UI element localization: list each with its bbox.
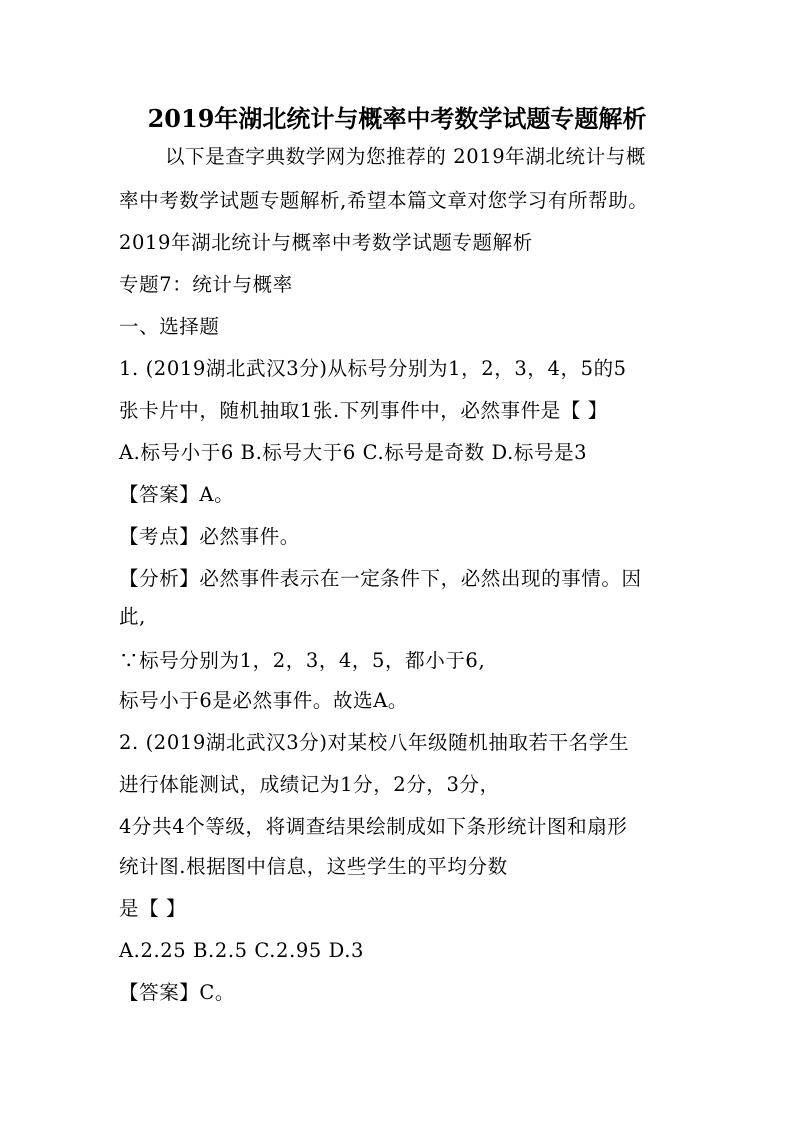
intro-line-2: 率中考数学试题专题解析,希望本篇文章对您学习有所帮助。 <box>119 189 649 212</box>
question-2-line-3: 4分共4个等级，将调查结果绘制成如下条形统计图和扇形 <box>119 815 628 838</box>
question-2-line-2: 进行体能测试，成绩记为1分，2分，3分， <box>119 773 500 796</box>
question-1-analysis-line-4: 标号小于6是必然事件。故选A。 <box>119 689 408 712</box>
question-1-analysis-line-1: 【分析】必然事件表示在一定条件下，必然出现的事情。因 <box>119 567 642 590</box>
question-1-analysis-line-3: ∵标号分别为1，2，3，4，5，都小于6, <box>119 649 486 672</box>
question-2-answer: 【答案】C。 <box>119 981 236 1004</box>
question-1-line-1: 1. (2019湖北武汉3分)从标号分别为1，2，3，4，5的5 <box>119 357 627 380</box>
question-2-line-5: 是【 】 <box>119 897 187 920</box>
question-1-line-2: 张卡片中，随机抽取1张.下列事件中，必然事件是【 】 <box>119 399 608 422</box>
question-2-options: A.2.25 B.2.5 C.2.95 D.3 <box>119 939 365 962</box>
intro-line-1: 以下是查字典数学网为您推荐的 2019年湖北统计与概 <box>165 145 646 168</box>
subtitle-line: 2019年湖北统计与概率中考数学试题专题解析 <box>119 231 533 254</box>
topic-heading: 专题7：统计与概率 <box>119 273 293 296</box>
question-1-analysis-line-2: 此, <box>119 605 146 628</box>
question-1-options: A.标号小于6 B.标号大于6 C.标号是奇数 D.标号是3 <box>119 441 588 464</box>
section-heading: 一、选择题 <box>119 315 220 338</box>
document-title: 2019年湖北统计与概率中考数学试题专题解析 <box>147 104 647 133</box>
question-1-topic: 【考点】必然事件。 <box>119 525 300 548</box>
question-2-line-4: 统计图.根据图中信息，这些学生的平均分数 <box>119 855 508 878</box>
question-1-answer: 【答案】A。 <box>119 483 235 506</box>
question-2-line-1: 2. (2019湖北武汉3分)对某校八年级随机抽取若干名学生 <box>119 731 630 754</box>
